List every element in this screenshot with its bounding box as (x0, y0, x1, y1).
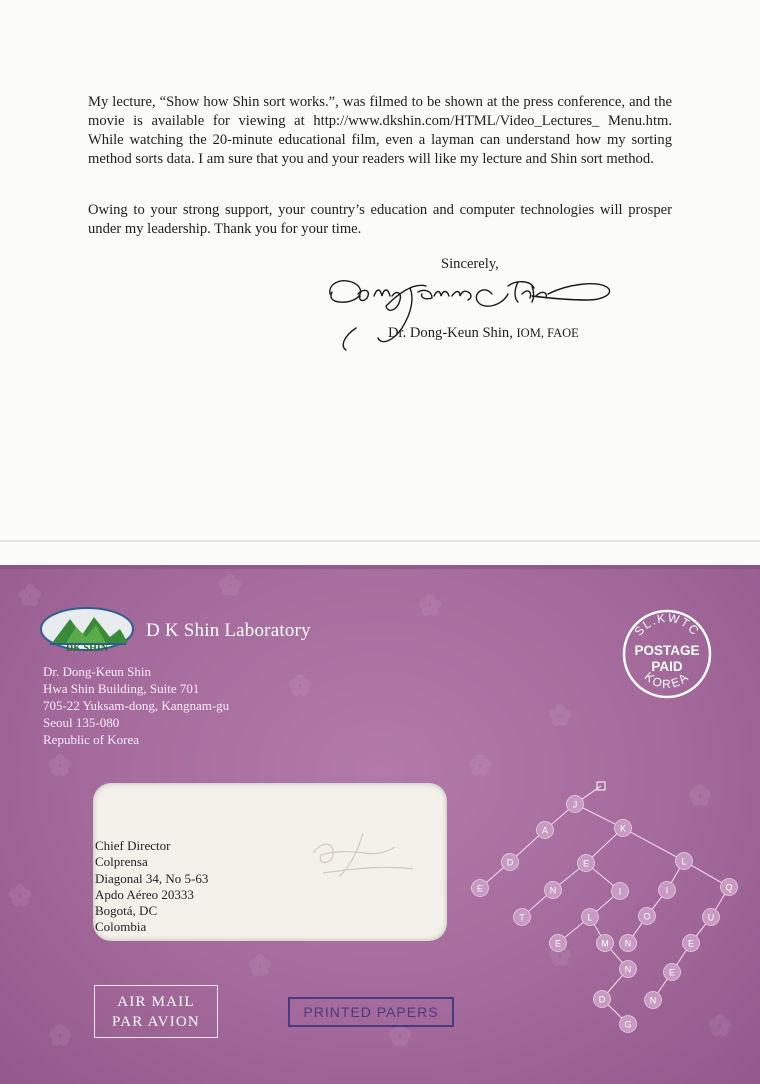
tree-node (620, 961, 637, 978)
letter-paragraph-2: Owing to your strong support, your country’s education and computer technologies will prosper under my leadership. Thank you for your time. (88, 202, 672, 237)
organization-name: D K Shin Laboratory (146, 620, 311, 641)
tree-node (676, 853, 693, 870)
tree-node (620, 1016, 637, 1033)
tree-node-letter: I (618, 886, 622, 897)
tree-node-letter: U (707, 912, 715, 923)
tree-node (639, 908, 656, 925)
recipient-line: Colprensa (95, 854, 148, 870)
logo-caption: DK SHIN (66, 643, 108, 654)
tree-node-letter: E (582, 858, 590, 869)
tree-node-letter: N (549, 885, 557, 896)
tree-node-letter: G (624, 1019, 632, 1030)
tree-node-letter: K (619, 823, 627, 834)
tree-edges (480, 786, 729, 1024)
sender-line: Seoul 135-080 (43, 715, 120, 730)
tree-node-letter: D (506, 857, 514, 868)
stamp-top-arc: SL.KWTC (631, 610, 703, 639)
air-mail-label (94, 985, 218, 1038)
tree-node-letter: Q (725, 882, 733, 893)
stamp-paid-text: PAID (651, 659, 683, 674)
recipient-line: Apdo Aéreo 20333 (95, 886, 194, 902)
tree-node (582, 909, 599, 926)
tree-nodes (472, 796, 738, 1033)
signer-name: Dr. Dong-Keun Shin, (388, 325, 513, 341)
printed-papers-stamp: PRINTED PAPERS (288, 997, 454, 1027)
tree-node-letter: L (587, 912, 593, 923)
tree-node (620, 935, 637, 952)
tree-node (578, 855, 595, 872)
tree-node (664, 964, 681, 981)
envelope (0, 565, 760, 1084)
tree-node-letter: E (687, 938, 695, 949)
tree-node-letter: A (541, 825, 549, 836)
tree-node-letter: E (668, 967, 676, 978)
tree-node-letter: N (649, 995, 657, 1006)
tree-node-letter: N (624, 938, 632, 949)
tree-node-letter: I (665, 885, 669, 896)
tree-node (545, 882, 562, 899)
tree-node (615, 820, 632, 837)
tree-node-letter: L (681, 856, 687, 867)
tree-node-letter: E (476, 883, 484, 894)
tree-node (703, 909, 720, 926)
sender-line: 705-22 Yuksam-dong, Kangnam-gu (43, 698, 230, 713)
signer-credentials: IOM, FAOE (516, 326, 579, 340)
tree-node-letter: O (643, 911, 651, 922)
letter-paragraph-1: My lecture, “Show how Shin sort works.”, was filmed to be shown at the press conference, and the movie is available for viewing at http://www.dkshin.com/HTML/Video_Lectures_ Menu.htm. While watching the 20-minute educational film, even a layman can understand how my sorting method sorts data. I am sure that you and your readers will like my lecture and Shin sort method. (88, 94, 672, 167)
tree-node-letter: J (572, 799, 578, 810)
sender-line: Republic of Korea (43, 732, 140, 747)
tree-node (567, 796, 584, 813)
par-avion-text: PAR AVION (112, 1014, 200, 1030)
tree-node (645, 992, 662, 1009)
stamp-postage-text: POSTAGE (634, 643, 700, 658)
tree-node-letter: T (519, 912, 525, 923)
tree-node (594, 991, 611, 1008)
recipient-line: Colombia (95, 919, 147, 935)
tree-node (597, 935, 614, 952)
closing: Sincerely, (441, 256, 499, 272)
tree-node (683, 935, 700, 952)
signer-line (388, 325, 579, 342)
tree-node-letter: D (598, 994, 606, 1005)
tree-node (472, 880, 489, 897)
sender-line: Hwa Shin Building, Suite 701 (43, 681, 200, 696)
tree-node (721, 879, 738, 896)
stamp-bottom-arc: KOREA (641, 669, 693, 692)
recipient-line: Chief Director (95, 838, 171, 853)
recipient-line: Diagonal 34, No 5-63 (95, 870, 209, 886)
air-mail-text: AIR MAIL (117, 994, 195, 1010)
paper-fold (0, 540, 760, 542)
tree-node (502, 854, 519, 871)
tree-node (537, 822, 554, 839)
tree-node (659, 882, 676, 899)
tree-node-letter: N (624, 964, 632, 975)
sender-line: Dr. Dong-Keun Shin (43, 664, 151, 679)
tree-node-letter: E (554, 938, 562, 949)
tree-node (550, 935, 567, 952)
recipient-line: Bogotá, DC (95, 903, 158, 919)
tree-node (514, 909, 531, 926)
tree-node (612, 883, 629, 900)
tree-node-letter: M (601, 938, 609, 949)
